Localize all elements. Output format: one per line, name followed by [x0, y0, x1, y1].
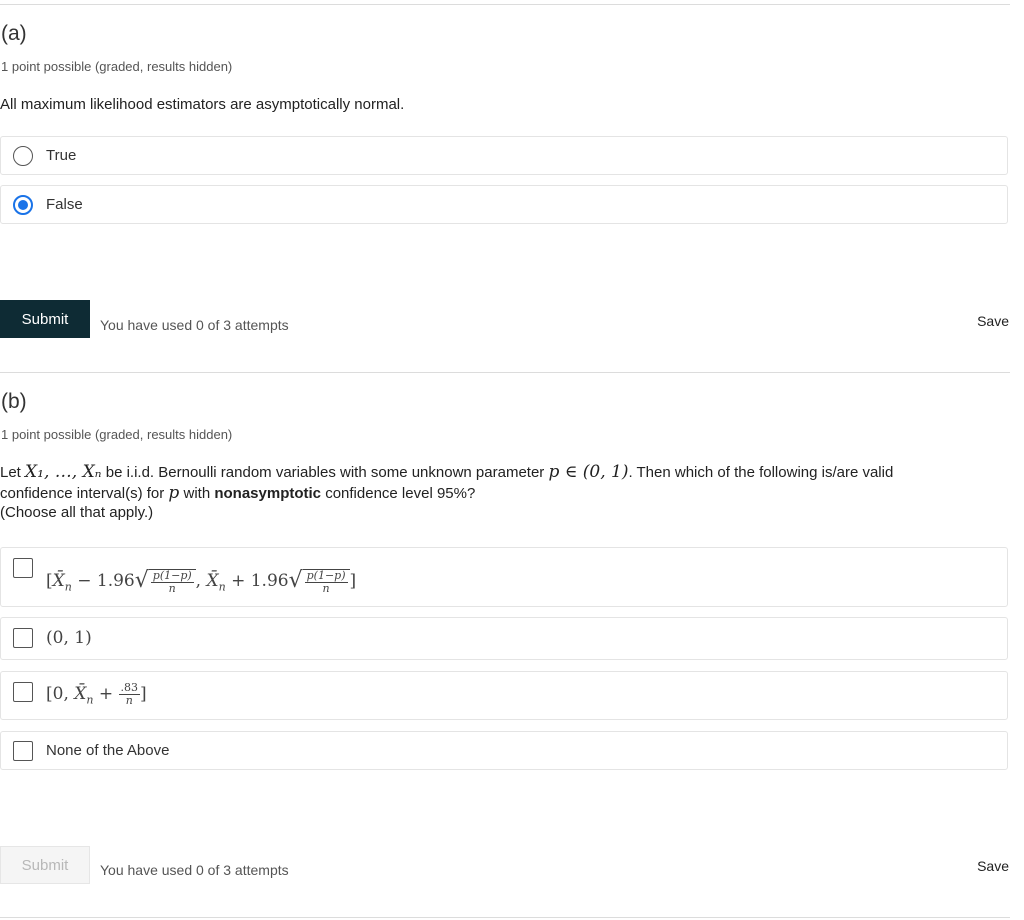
part-a-points: 1 point possible (graded, results hidden) — [1, 59, 233, 74]
part-b-submit-button[interactable]: Submit — [0, 846, 90, 884]
radio-true[interactable] — [13, 146, 33, 166]
part-a-attempts: You have used 0 of 3 attempts — [100, 317, 289, 333]
choice-none[interactable] — [0, 731, 1008, 770]
choice-true-label: True — [46, 147, 77, 164]
part-b-attempts: You have used 0 of 3 attempts — [100, 862, 289, 878]
choice-interval-unit-label: (0, 1) — [46, 628, 92, 648]
checkbox-none[interactable] — [13, 741, 33, 761]
prompt-bold: nonasymptotic — [214, 485, 322, 502]
xbar-2: $X̄_n$ — [206, 571, 226, 594]
choice-interval-bound[interactable] — [0, 671, 1008, 720]
checkbox-interval-bound[interactable] — [13, 682, 33, 702]
radio-false[interactable] — [13, 195, 33, 215]
prompt-line2-c: confidence level 95%? — [325, 485, 476, 502]
math-p: p — [168, 483, 180, 503]
choice-interval-wald[interactable] — [0, 547, 1008, 607]
bottom-divider — [0, 917, 1010, 918]
part-b-prompt-line3: (Choose all that apply.) — [0, 504, 154, 521]
sqrt-1: √ $\frac{p(1-p)}{n}$ — [135, 568, 196, 595]
choice-false-label: False — [46, 196, 83, 213]
part-a-submit-button[interactable]: Submit — [0, 300, 90, 338]
part-a-save-button[interactable]: Save — [977, 313, 1009, 329]
prompt-line2-a: confidence interval(s) for — [0, 485, 165, 502]
part-b-points: 1 point possible (graded, results hidden) — [1, 427, 233, 442]
prompt-end: . Then which of the following is/are valid — [628, 464, 894, 481]
math-random-vars: X₁, …, Xₙ — [25, 462, 102, 482]
choice-interval-bound-label: [0, $X̄_n$ + $\frac{.83}{n}$ ] — [46, 681, 147, 707]
part-b-save-button[interactable]: Save — [977, 858, 1009, 874]
choice-false[interactable] — [0, 185, 1008, 224]
math-parameter: p ∈ (0, 1) — [548, 462, 629, 482]
choice-interval-unit[interactable] — [0, 617, 1008, 660]
prompt-let: Let — [0, 464, 21, 481]
prompt-line2-b: with — [183, 485, 211, 502]
section-divider — [0, 372, 1010, 373]
xbar-1: $X̄_n$ — [52, 571, 72, 594]
part-b-prompt-line1 — [0, 462, 1000, 483]
part-b-prompt — [0, 462, 1000, 523]
choice-none-label: None of the Above — [46, 742, 170, 759]
prompt-mid: be i.i.d. Bernoulli random variables with some unknown parameter — [105, 464, 545, 481]
checkbox-interval-wald[interactable] — [13, 558, 33, 578]
sqrt-2: √ $\frac{p(1-p)}{n}$ — [289, 568, 350, 595]
bracket-right: ] — [349, 571, 357, 591]
part-b-prompt-line2 — [0, 483, 1000, 504]
part-a-prompt: All maximum likelihood estimators are asymptotically normal. — [0, 96, 405, 113]
choice-true[interactable] — [0, 136, 1008, 175]
bracket-left: [ — [46, 571, 53, 591]
top-divider — [0, 4, 1010, 5]
choice-interval-wald-label: [$X̄_n - 1.96√$ $\frac{p(1-p)}{n}$ , $X̄_n + 1.96√$ $\frac{p(1-p)}{n}$ ] — [46, 568, 357, 595]
part-b-title: (b) — [1, 390, 27, 413]
part-a-title: (a) — [1, 22, 27, 45]
checkbox-interval-unit[interactable] — [13, 628, 33, 648]
